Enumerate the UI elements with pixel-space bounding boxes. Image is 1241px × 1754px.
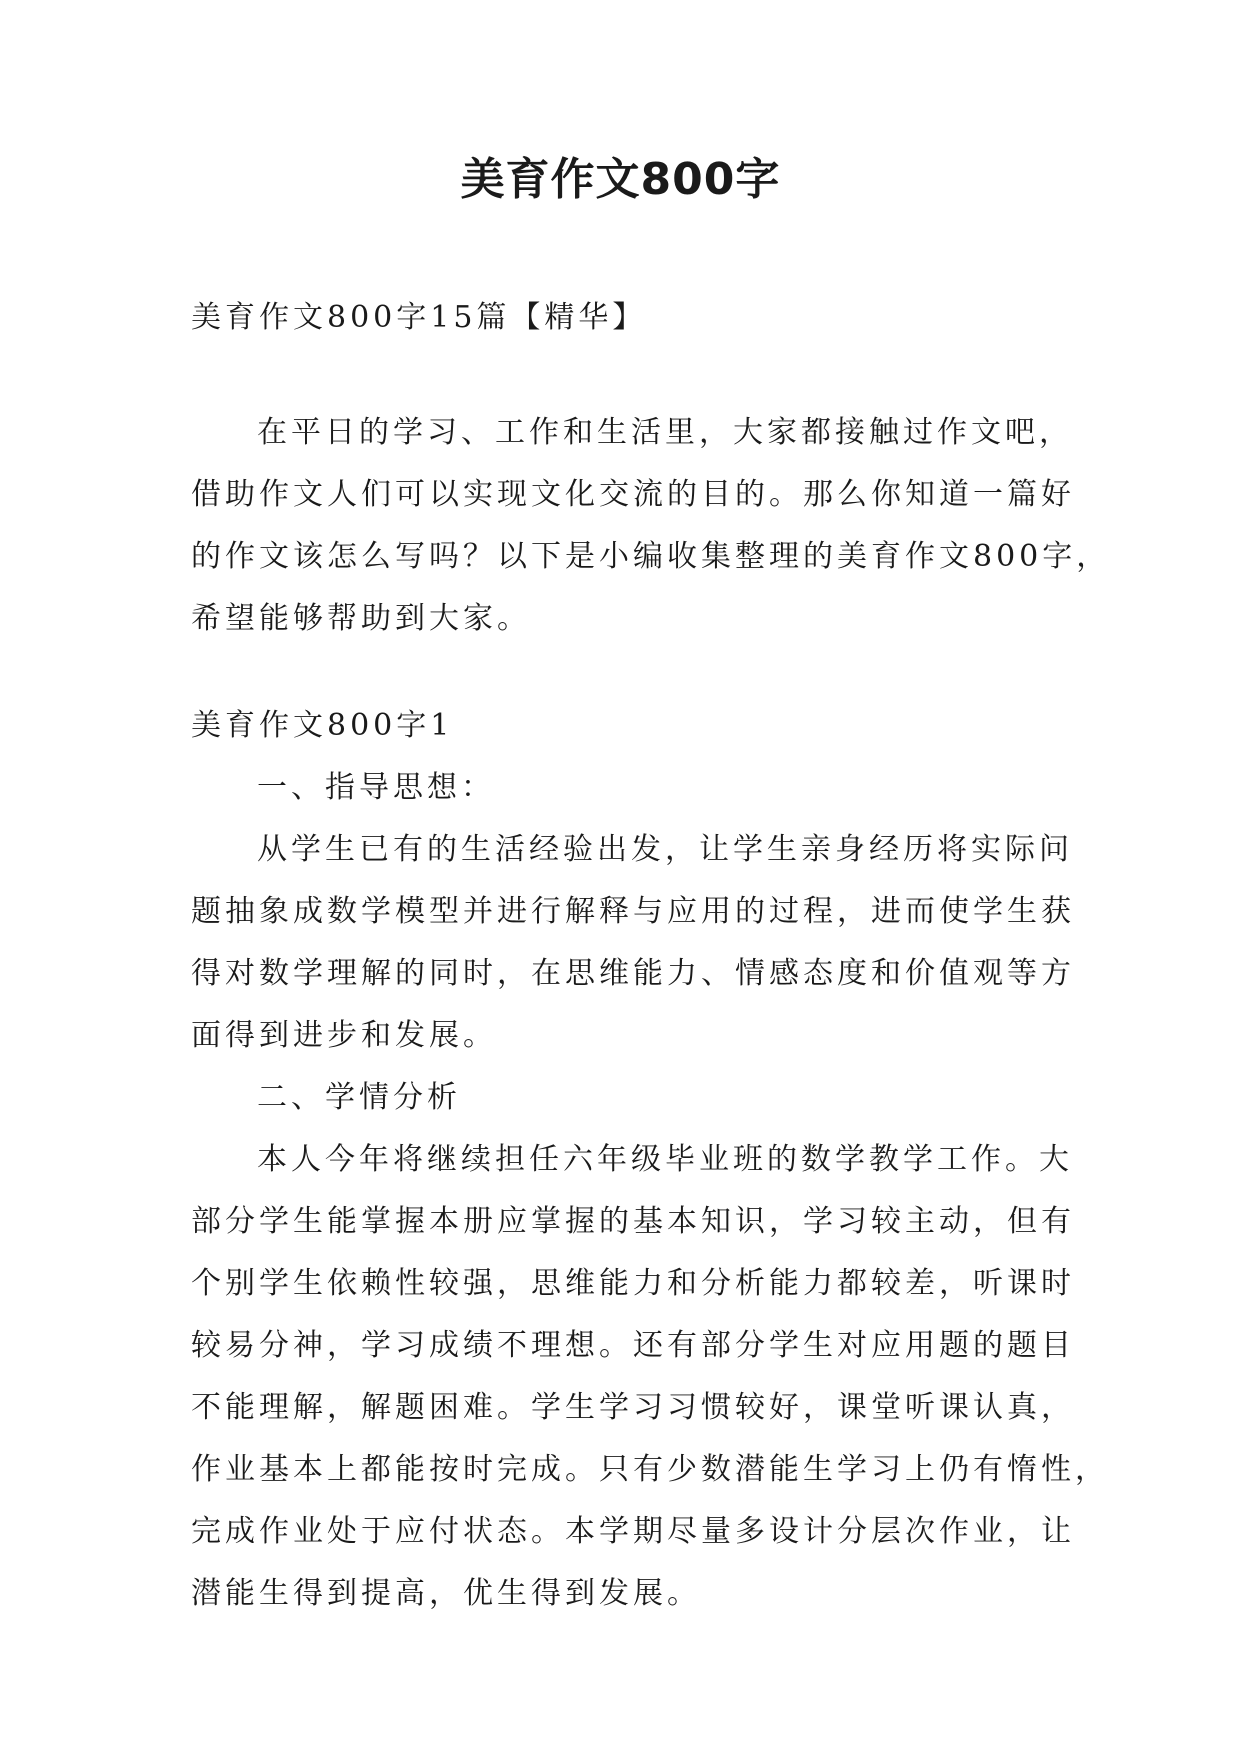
paragraph-line: 潜能生得到提高，优生得到发展。 [191,1576,701,1611]
paragraph-line: 完成作业处于应付状态。本学期尽量多设计分层次作业，让 [191,1514,1075,1549]
paragraph-line: 部分学生能掌握本册应掌握的基本知识，学习较主动，但有 [191,1204,1075,1239]
paragraph-line: 本人今年将继续担任六年级毕业班的数学教学工作。大 [257,1142,1073,1177]
subtitle-line: 美育作文800字15篇【精华】 [191,300,647,335]
intro-paragraph [191,402,1111,650]
paragraph-line: 较易分神，学习成绩不理想。还有部分学生对应用题的题目 [191,1328,1075,1363]
paragraph-line: 面得到进步和发展。 [191,1018,497,1053]
paragraph-line: 作业基本上都能按时完成。只有少数潜能生学习上仍有惰性， [191,1452,1109,1487]
essay-section [191,695,1109,1625]
paragraph-line: 不能理解，解题困难。学生学习习惯较好，课堂听课认真， [191,1390,1075,1425]
paragraph-line: 题抽象成数学模型并进行解释与应用的过程，进而使学生获 [191,894,1075,929]
document-subtitle [191,287,1071,349]
section-heading-guiding-thought: 一、指导思想： [257,770,495,805]
essay-heading: 美育作文800字1 [191,708,454,743]
intro-line: 希望能够帮助到大家。 [191,601,531,636]
document-title: 美育作文800字 [460,154,781,205]
intro-line: 在平日的学习、工作和生活里，大家都接触过作文吧， [257,415,1073,450]
intro-line: 借助作文人们可以实现文化交流的目的。那么你知道一篇好 [191,477,1075,512]
section-heading-student-analysis: 二、学情分析 [257,1080,461,1115]
paragraph-line: 得对数学理解的同时，在思维能力、情感态度和价值观等方 [191,956,1075,991]
intro-line: 的作文该怎么写吗？以下是小编收集整理的美育作文800字， [191,539,1111,574]
paragraph-line: 个别学生依赖性较强，思维能力和分析能力都较差，听课时 [191,1266,1075,1301]
paragraph-line: 从学生已有的生活经验出发，让学生亲身经历将实际问 [257,832,1073,867]
